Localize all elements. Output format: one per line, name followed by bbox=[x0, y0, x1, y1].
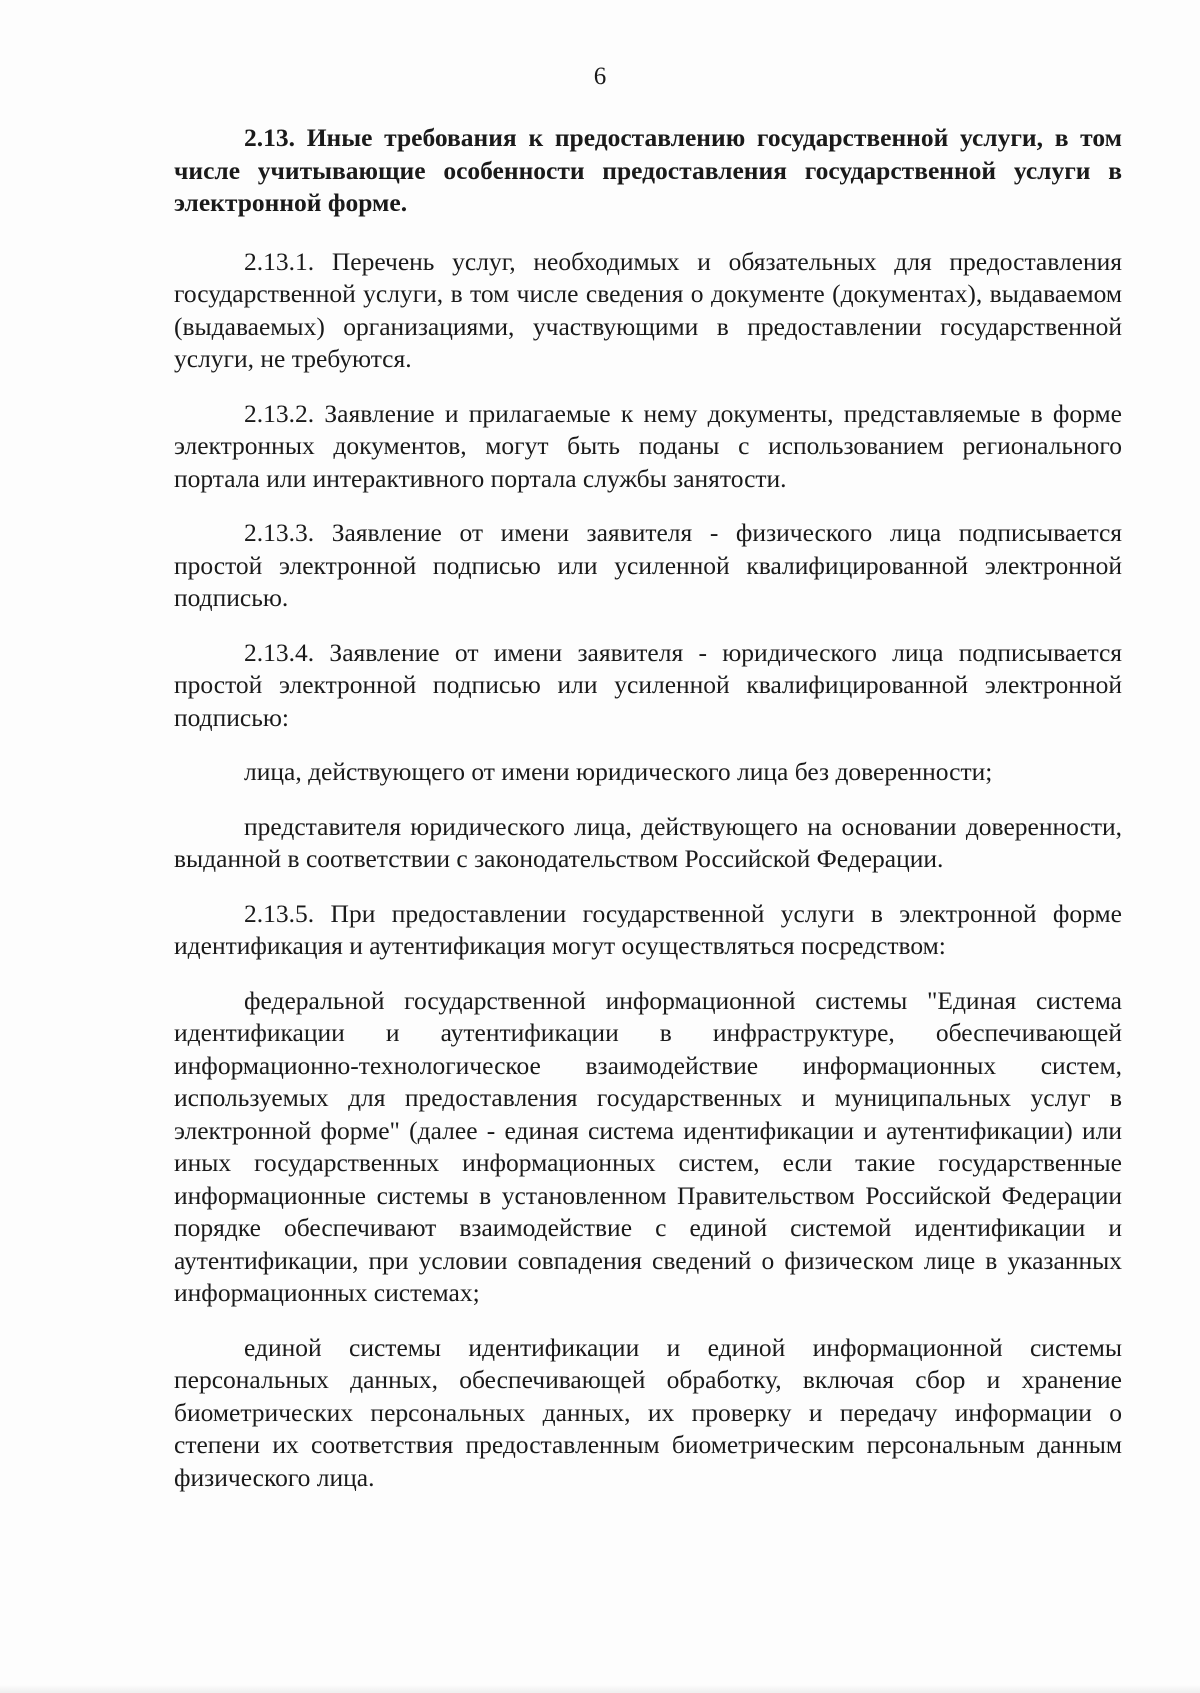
paragraph-2-13-1: 2.13.1. Перечень услуг, необходимых и обязательных для предоставления государственной услуги, в том числе сведения о документе (документах), выдаваемом (выдаваемых) организациями, участвующими в предоставлении государственной услуги, не требуются. bbox=[174, 246, 1122, 373]
paragraph-2-13-4: 2.13.4. Заявление от имени заявителя - юридического лица подписывается простой электронной подписью или усиленной квалифицированной электронной подписью: bbox=[174, 637, 1122, 732]
paragraph-representative: представителя юридического лица, действующего на основании доверенности, выданной в соответствии с законодательством Российской Федерации. bbox=[174, 811, 1122, 873]
paragraph-without-power-of-attorney: лица, действующего от имени юридического лица без доверенности; bbox=[244, 757, 993, 786]
paragraph-biometric: единой системы идентификации и единой информационной системы персональных данных, обеспечивающей обработку, включая сбор и хранение биометрических персональных данных, их проверку и передачу информации о степени их соответствия предоставленным биометрическим персональным данным физического лица. bbox=[174, 1332, 1122, 1492]
paragraph-2-13-2: 2.13.2. Заявление и прилагаемые к нему документы, представляемые в форме электронных документов, могут быть поданы с использованием регионального портала или интерактивного портала службы занятости. bbox=[174, 398, 1122, 493]
paragraph-2-13-3: 2.13.3. Заявление от имени заявителя - физического лица подписывается простой электронной подписью или усиленной квалифицированной электронной подписью. bbox=[174, 518, 1122, 612]
scan-bottom-edge bbox=[0, 1685, 1200, 1693]
paragraph-esia: федеральной государственной информационной системы "Единая система идентификации и аутентификации в инфраструктуре, обеспечивающей информационно-технологическое взаимодействие информационных систем, используемых для предоставления государственных и муниципальных услуг в электронной форме" (далее - единая система идентификации и аутентификации) или иных государственных информационных систем, если такие государственные информационные системы в установленном Правительством Российской Федерации порядке обеспечивают взаимодействие с единой системой идентификации и аутентификации, при условии совпадения сведений о физическом лице в указанных информационных системах; bbox=[174, 985, 1122, 1307]
paragraph-2-13-5: 2.13.5. При предоставлении государственной услуги в электронной форме идентификация и аутентификация могут осуществляться посредством: bbox=[174, 898, 1122, 960]
section-heading: 2.13. Иные требования к предоставлению государственной услуги, в том числе учитывающие особенности предоставления государственной услуги в электронной форме. bbox=[174, 123, 1122, 217]
document-body bbox=[174, 122, 1122, 1516]
page-number: 6 bbox=[593, 63, 607, 90]
